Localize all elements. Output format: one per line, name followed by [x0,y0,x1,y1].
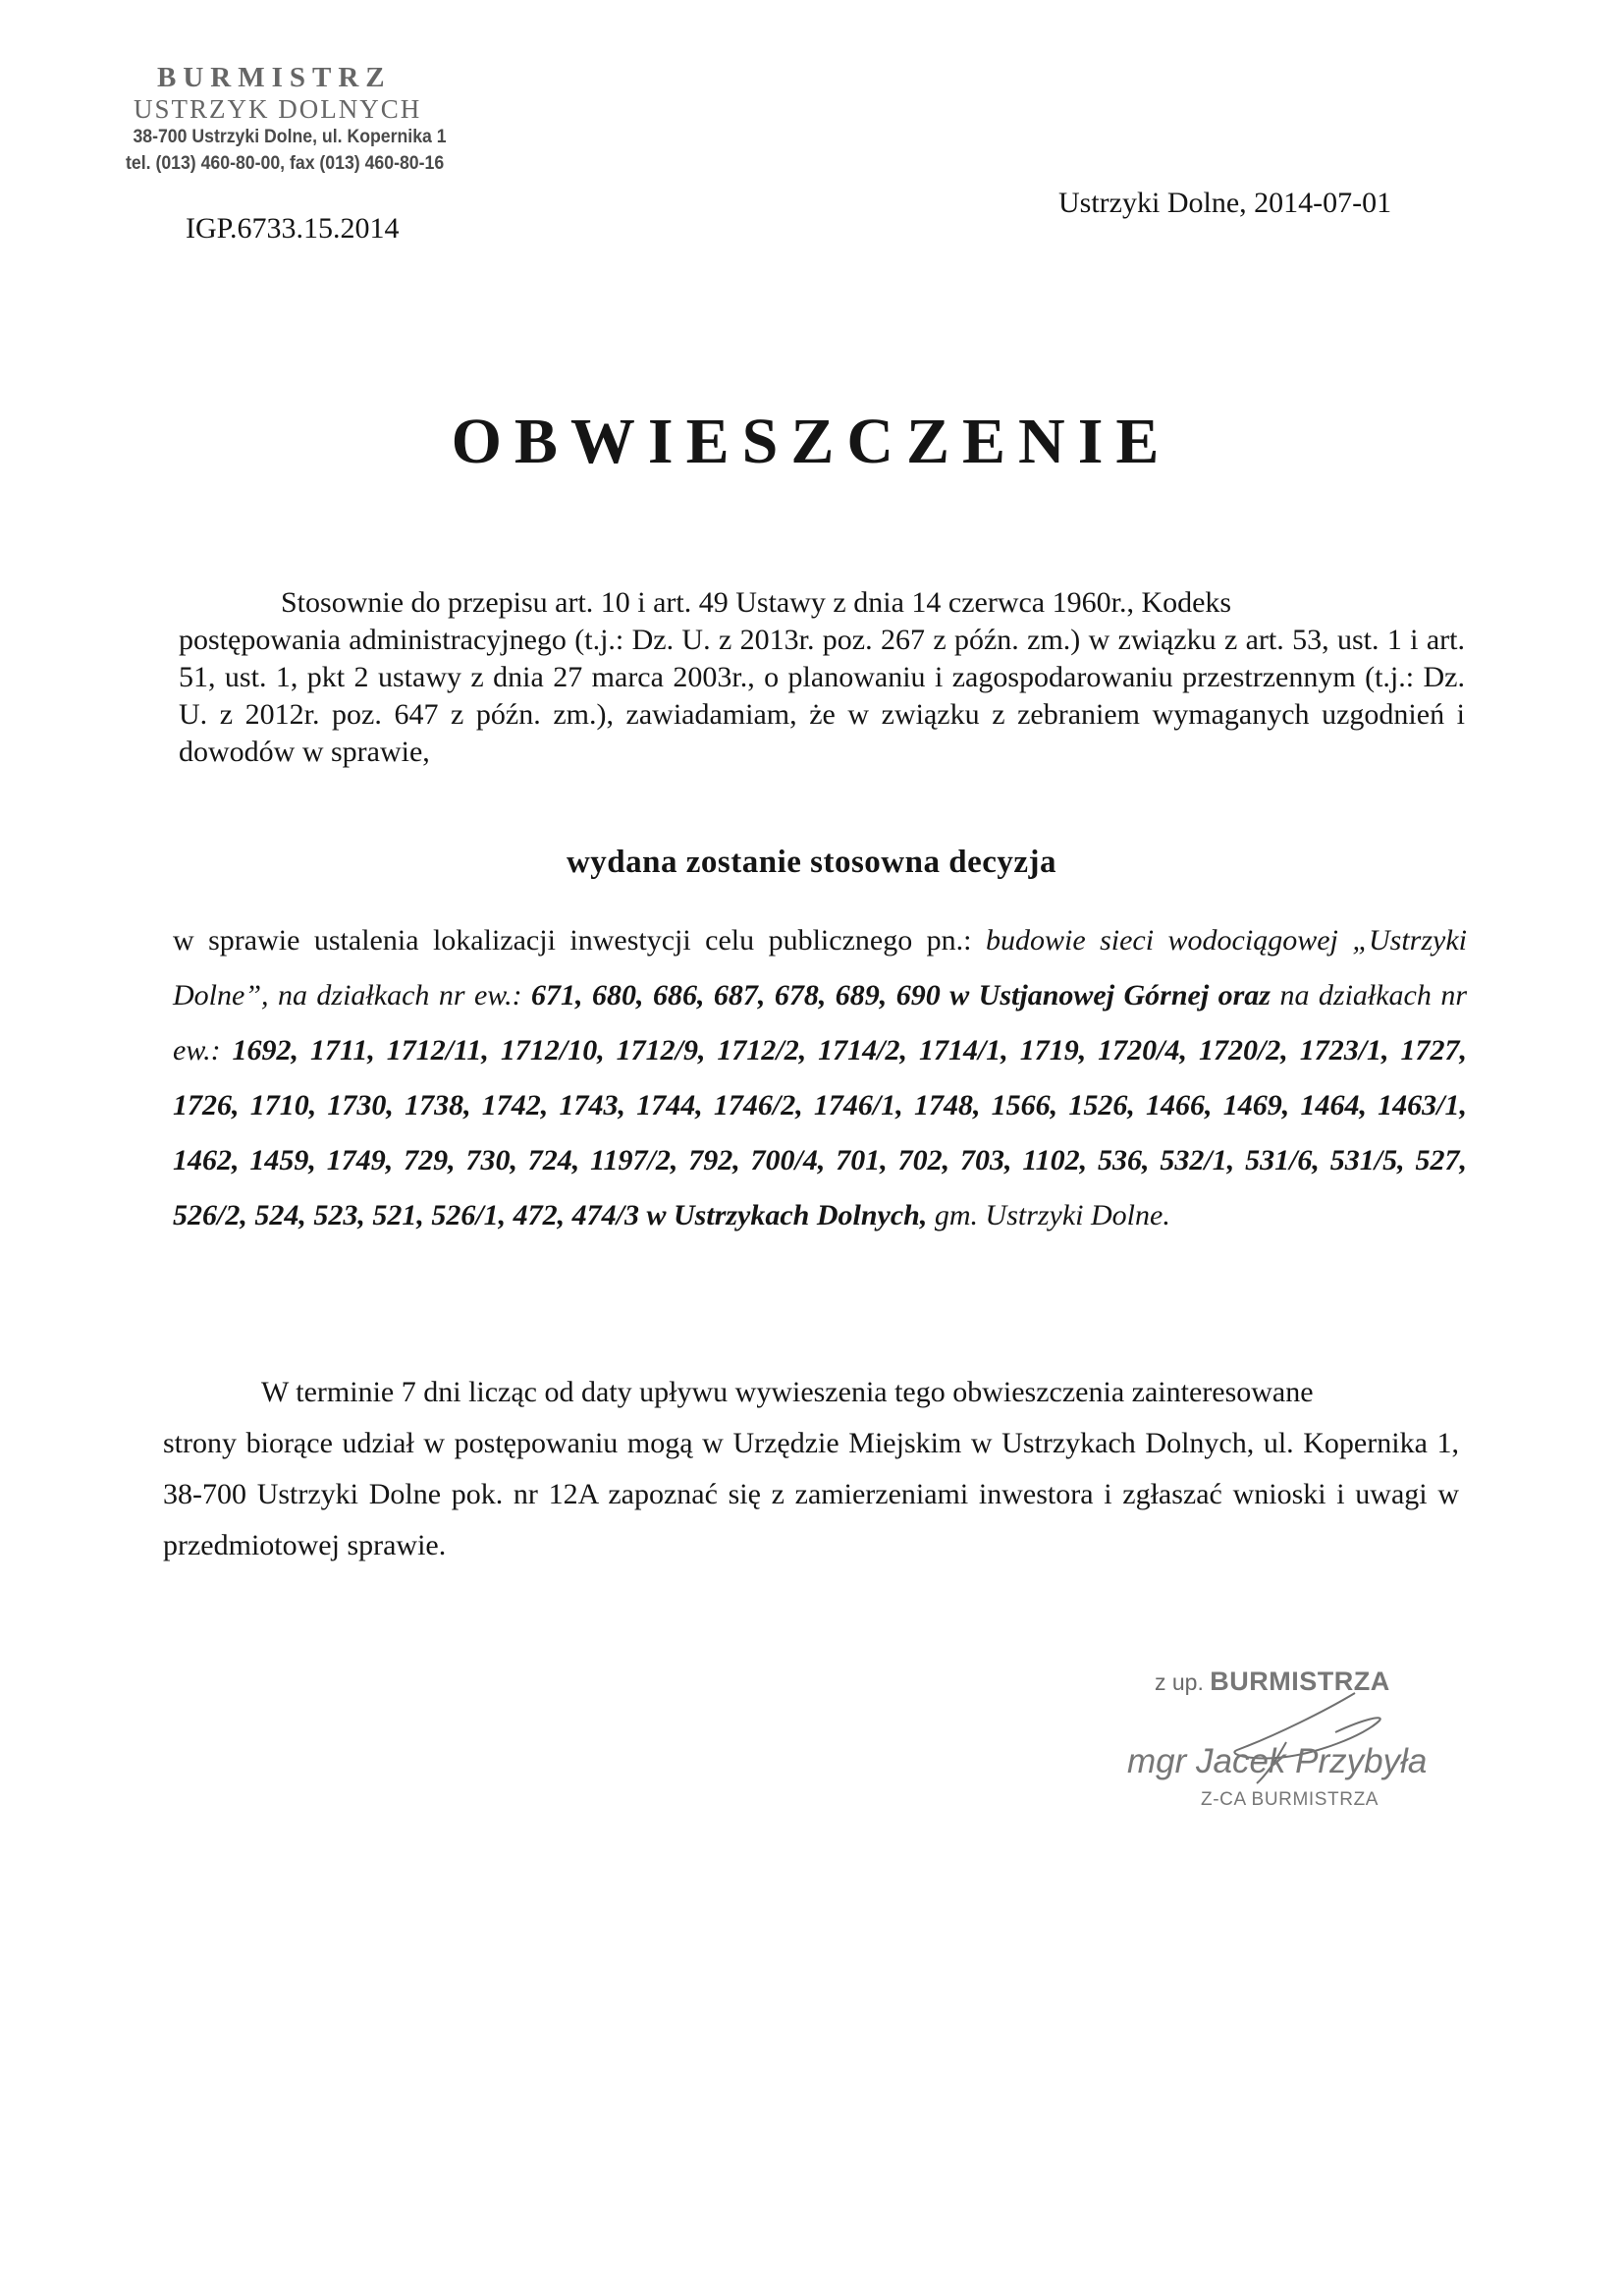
municipality-text: gm. Ustrzyki Dolne. [927,1199,1170,1231]
notice-first-line: W terminie 7 dni licząc od daty upływu wywieszenia tego obwieszczenia zainteresowane [261,1376,1314,1408]
signature-office: BURMISTRZA [1210,1667,1390,1696]
letterhead-title: BURMISTRZ [157,62,392,93]
document-title: OBWIESZCZENIE [451,406,1172,477]
place-and-date: Ustrzyki Dolne, 2014-07-01 [1058,187,1392,219]
notice-paragraph [163,1367,1459,1571]
letterhead-town: USTRZYK DOLNYCH [134,94,422,124]
intro-first-line: Stosownie do przepisu art. 10 i art. 49 Ustawy z dnia 14 czerwca 1960r., Kodeks [281,586,1232,619]
parcel-list-ustjanowa: 671, 680, 686, 687, 678, 689, 690 w Ustjanowej Górnej oraz [531,979,1271,1011]
reference-number: IGP.6733.15.2014 [186,212,400,245]
subject-paragraph [173,913,1467,1243]
decision-heading: wydana zostanie stosowna decyzja [566,845,1057,880]
intro-paragraph [179,584,1465,771]
subject-text: w sprawie ustalenia lokalizacji inwestycji celu publicznego pn.: [173,924,986,957]
signatory-name: mgr Jacek Przybyła [1127,1742,1428,1780]
signature-prefix: z up. [1155,1669,1204,1695]
investment-name: budowie sieci wodociągowej „Ustrzyki Dolne”, na działkach nr ew.: [173,924,1467,1011]
intro-text: postępowania administracyjnego (t.j.: Dz. U. z 2013r. poz. 267 z późn. zm.) w związku z art. 53, ust. 1 i art. 51, ust. 1, pkt 2 ustawy z dnia 27 marca 2003r., o planowaniu i zagospodarowaniu przestrzennym (t.j.: Dz. U. z 2012r. poz. 647 z późn. zm.), zawiadamiam, że w związku z zebraniem wymaganych uzgodnień i dowodów w sprawie, [179,624,1465,768]
letterhead-stamp [126,61,470,177]
signatory-role: Z-CA BURMISTRZA [1201,1789,1380,1810]
parcel-list-ustrzyki: 1692, 1711, 1712/11, 1712/10, 1712/9, 1712/2, 1714/2, 1714/1, 1719, 1720/4, 1720/2, 1723/1, 1727, 1726, 1710, 1730, 1738, 1742, 1743, 1744, 1746/2, 1746/1, 1748, 1566, 1526, 1466, 1469, 1464, 1463/1, 1462, 1459, 1749, 729, 730, 724, 1197/2, 792, 700/4, 701, 702, 703, 1102, 536, 532/1, 531/6, 531/5, 527, 526/2, 524, 523, 521, 526/1, 472, 474/3 w Ustrzykach Dolnych, [173,1034,1467,1231]
subject-text-2: na działkach nr ew.: [173,979,1468,1066]
notice-text: strony biorące udział w postępowaniu mogą w Urzędzie Miejskim w Ustrzykach Dolnych, ul. Kopernika 1, 38-700 Ustrzyki Dolne pok. nr 12A zapoznać się z zamierzeniami inwestora i zgłaszać wnioski i uwagi w przedmiotowej sprawie. [163,1427,1459,1561]
letterhead-phone: tel. (013) 460-80-00, fax (013) 460-80-16 [126,153,445,174]
letterhead-address: 38-700 Ustrzyki Dolne, ul. Kopernika 1 [133,127,447,147]
